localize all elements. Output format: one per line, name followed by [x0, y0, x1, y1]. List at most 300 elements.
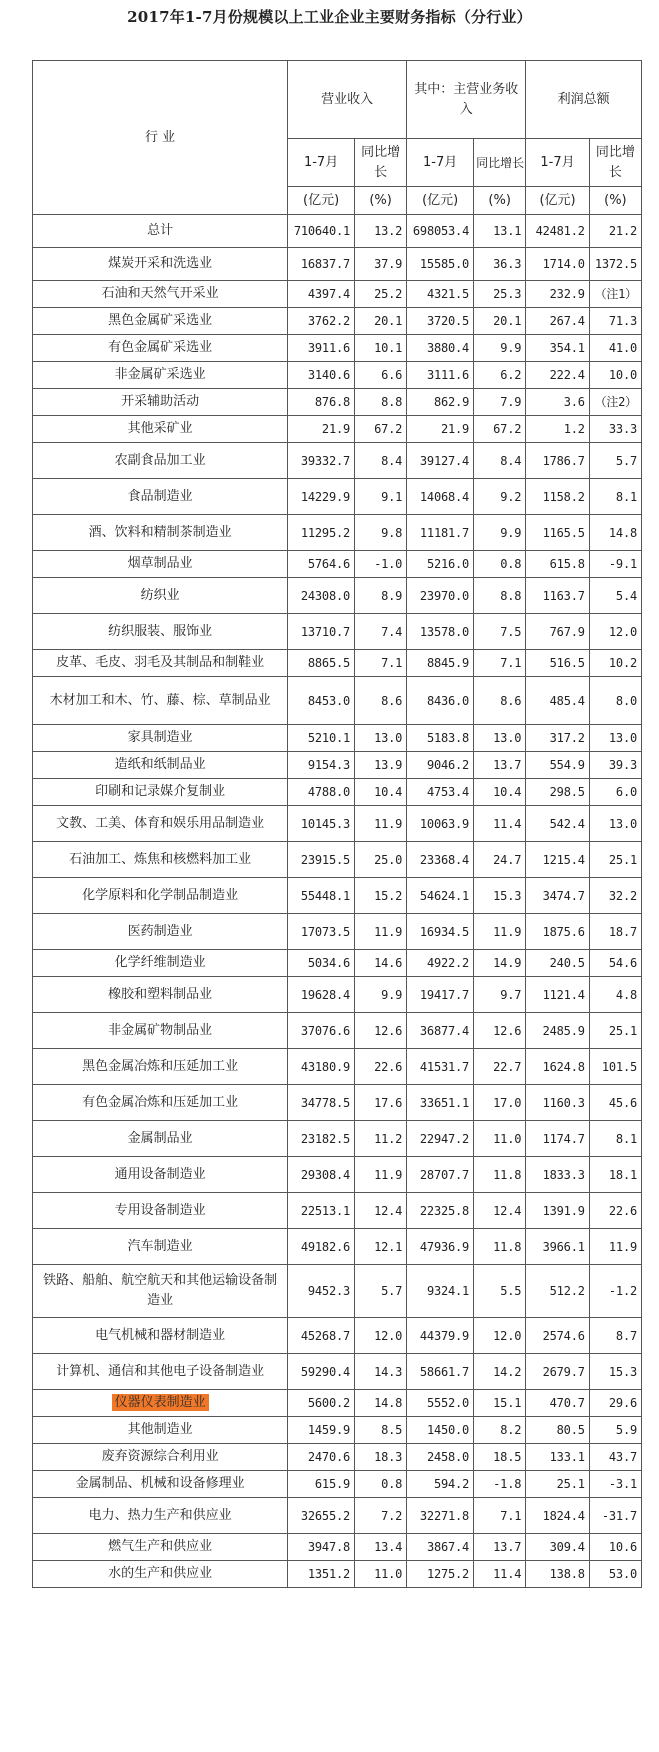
revenue-growth-cell: 13.2	[355, 215, 407, 248]
table-row	[33, 1265, 642, 1318]
table-row	[33, 416, 642, 443]
main-revenue-cell: 862.9	[407, 389, 474, 416]
industry-name-cell: 电气机械和器材制造业	[33, 1318, 288, 1354]
profit-cell: 1714.0	[526, 248, 590, 281]
revenue-growth-cell: 11.0	[355, 1561, 407, 1588]
main-revenue-cell: 4922.2	[407, 950, 474, 977]
table-row	[33, 614, 642, 650]
revenue-growth-cell: 12.6	[355, 1013, 407, 1049]
main-revenue-cell: 58661.7	[407, 1354, 474, 1390]
main-revenue-growth-cell: 24.7	[474, 842, 526, 878]
main-revenue-growth-cell: 6.2	[474, 362, 526, 389]
revenue-cell: 4397.4	[288, 281, 355, 308]
main-revenue-cell: 3880.4	[407, 335, 474, 362]
main-revenue-growth-cell: 7.1	[474, 1498, 526, 1534]
profit-growth-cell: 71.3	[589, 308, 641, 335]
revenue-growth-cell: 18.3	[355, 1444, 407, 1471]
revenue-cell: 24308.0	[288, 578, 355, 614]
profit-growth-cell: 13.0	[589, 725, 641, 752]
table-row	[33, 551, 642, 578]
profit-cell: 1786.7	[526, 443, 590, 479]
table-row	[33, 779, 642, 806]
revenue-cell: 23915.5	[288, 842, 355, 878]
industry-name-cell	[33, 1390, 288, 1417]
main-revenue-cell: 16934.5	[407, 914, 474, 950]
profit-cell: 554.9	[526, 752, 590, 779]
revenue-cell: 11295.2	[288, 515, 355, 551]
revenue-cell: 5210.1	[288, 725, 355, 752]
main-revenue-cell: 54624.1	[407, 878, 474, 914]
main-revenue-cell: 39127.4	[407, 443, 474, 479]
industry-name-cell: 总计	[33, 215, 288, 248]
revenue-growth-cell: 11.9	[355, 1157, 407, 1193]
profit-cell: 1215.4	[526, 842, 590, 878]
revenue-cell: 3140.6	[288, 362, 355, 389]
table-row	[33, 914, 642, 950]
table-row	[33, 443, 642, 479]
main-revenue-cell: 5552.0	[407, 1390, 474, 1417]
revenue-cell: 22513.1	[288, 1193, 355, 1229]
revenue-cell: 13710.7	[288, 614, 355, 650]
industry-name-cell: 专用设备制造业	[33, 1193, 288, 1229]
main-revenue-growth-cell: 9.9	[474, 515, 526, 551]
main-revenue-growth-cell: 14.2	[474, 1354, 526, 1390]
main-revenue-cell: 23368.4	[407, 842, 474, 878]
main-revenue-growth-cell: 9.2	[474, 479, 526, 515]
industry-name-cell: 印刷和记录媒介复制业	[33, 779, 288, 806]
profit-growth-cell: 5.7	[589, 443, 641, 479]
profit-growth-cell: 41.0	[589, 335, 641, 362]
revenue-growth-cell: 8.5	[355, 1417, 407, 1444]
main-revenue-growth-cell: 15.1	[474, 1390, 526, 1417]
revenue-growth-cell: 37.9	[355, 248, 407, 281]
industry-name-cell: 电力、热力生产和供应业	[33, 1498, 288, 1534]
industry-name-cell: 家具制造业	[33, 725, 288, 752]
revenue-growth-cell: 7.4	[355, 614, 407, 650]
industry-name-cell: 农副食品加工业	[33, 443, 288, 479]
industry-name-cell: 石油加工、炼焦和核燃料加工业	[33, 842, 288, 878]
table-row	[33, 515, 642, 551]
main-revenue-cell: 10063.9	[407, 806, 474, 842]
profit-growth-cell: 4.8	[589, 977, 641, 1013]
profit-cell: 3.6	[526, 389, 590, 416]
header-unit-amount: (亿元)	[407, 187, 474, 215]
main-revenue-growth-cell: 20.1	[474, 308, 526, 335]
revenue-growth-cell: 0.8	[355, 1471, 407, 1498]
table-row	[33, 335, 642, 362]
header-unit-pct: (%)	[474, 187, 526, 215]
table-row	[33, 308, 642, 335]
main-revenue-cell: 22947.2	[407, 1121, 474, 1157]
profit-cell: 1158.2	[526, 479, 590, 515]
profit-cell: 3966.1	[526, 1229, 590, 1265]
profit-cell: 3474.7	[526, 878, 590, 914]
profit-growth-cell: -3.1	[589, 1471, 641, 1498]
revenue-cell: 710640.1	[288, 215, 355, 248]
industry-name-cell: 纺织业	[33, 578, 288, 614]
table-row	[33, 1390, 642, 1417]
header-main-revenue: 其中：主营业务收入	[407, 61, 526, 139]
profit-cell: 1824.4	[526, 1498, 590, 1534]
main-revenue-growth-cell: 11.8	[474, 1229, 526, 1265]
table-row	[33, 1049, 642, 1085]
industry-name-cell: 有色金属冶炼和压延加工业	[33, 1085, 288, 1121]
revenue-growth-cell: 8.6	[355, 677, 407, 725]
profit-cell: 516.5	[526, 650, 590, 677]
industry-name-cell: 文教、工美、体育和娱乐用品制造业	[33, 806, 288, 842]
profit-growth-cell: 8.0	[589, 677, 641, 725]
table-row	[33, 1121, 642, 1157]
table-row	[33, 281, 642, 308]
main-revenue-growth-cell: 25.3	[474, 281, 526, 308]
profit-growth-cell: 8.1	[589, 479, 641, 515]
profit-growth-cell: 25.1	[589, 1013, 641, 1049]
main-revenue-cell: 698053.4	[407, 215, 474, 248]
table-row	[33, 1534, 642, 1561]
revenue-cell: 39332.7	[288, 443, 355, 479]
industry-name-cell: 燃气生产和供应业	[33, 1534, 288, 1561]
table-row	[33, 1498, 642, 1534]
profit-growth-cell: 18.7	[589, 914, 641, 950]
profit-growth-cell: 5.4	[589, 578, 641, 614]
industry-name-cell: 金属制品业	[33, 1121, 288, 1157]
industry-name-cell: 造纸和纸制品业	[33, 752, 288, 779]
table-row	[33, 842, 642, 878]
main-revenue-cell: 33651.1	[407, 1085, 474, 1121]
revenue-growth-cell: 8.8	[355, 389, 407, 416]
main-revenue-cell: 22325.8	[407, 1193, 474, 1229]
profit-cell: 2679.7	[526, 1354, 590, 1390]
main-revenue-growth-cell: 22.7	[474, 1049, 526, 1085]
profit-cell: 2574.6	[526, 1318, 590, 1354]
table-row	[33, 1193, 642, 1229]
table-row	[33, 1085, 642, 1121]
profit-growth-cell: 10.0	[589, 362, 641, 389]
revenue-growth-cell: 10.4	[355, 779, 407, 806]
profit-growth-cell: -1.2	[589, 1265, 641, 1318]
industry-name-cell: 酒、饮料和精制茶制造业	[33, 515, 288, 551]
profit-growth-cell: 53.0	[589, 1561, 641, 1588]
main-revenue-growth-cell: 12.4	[474, 1193, 526, 1229]
header-period: 1-7月	[407, 139, 474, 187]
main-revenue-cell: 4321.5	[407, 281, 474, 308]
revenue-growth-cell: 20.1	[355, 308, 407, 335]
main-revenue-cell: 9046.2	[407, 752, 474, 779]
profit-growth-cell: -31.7	[589, 1498, 641, 1534]
industry-name-cell: 化学原料和化学制品制造业	[33, 878, 288, 914]
main-revenue-cell: 44379.9	[407, 1318, 474, 1354]
table-row	[33, 878, 642, 914]
profit-growth-cell: 5.9	[589, 1417, 641, 1444]
main-revenue-cell: 9324.1	[407, 1265, 474, 1318]
profit-cell: 1165.5	[526, 515, 590, 551]
revenue-growth-cell: 13.4	[355, 1534, 407, 1561]
profit-growth-cell: 10.2	[589, 650, 641, 677]
table-row	[33, 1354, 642, 1390]
header-period: 1-7月	[288, 139, 355, 187]
header-unit-amount: (亿元)	[288, 187, 355, 215]
revenue-cell: 59290.4	[288, 1354, 355, 1390]
main-revenue-growth-cell: 13.1	[474, 215, 526, 248]
header-yoy: 同比增长	[474, 139, 526, 187]
profit-growth-cell: 33.3	[589, 416, 641, 443]
profit-cell: 1833.3	[526, 1157, 590, 1193]
main-revenue-cell: 47936.9	[407, 1229, 474, 1265]
industry-name-cell: 黑色金属冶炼和压延加工业	[33, 1049, 288, 1085]
profit-cell: 232.9	[526, 281, 590, 308]
revenue-growth-cell: 7.1	[355, 650, 407, 677]
main-revenue-cell: 36877.4	[407, 1013, 474, 1049]
profit-growth-cell: 25.1	[589, 842, 641, 878]
profit-cell: 354.1	[526, 335, 590, 362]
revenue-cell: 5034.6	[288, 950, 355, 977]
revenue-cell: 37076.6	[288, 1013, 355, 1049]
main-revenue-cell: 4753.4	[407, 779, 474, 806]
table-row	[33, 950, 642, 977]
main-revenue-growth-cell: 12.0	[474, 1318, 526, 1354]
profit-growth-cell: 11.9	[589, 1229, 641, 1265]
profit-cell: 133.1	[526, 1444, 590, 1471]
main-revenue-growth-cell: -1.8	[474, 1471, 526, 1498]
profit-growth-cell: 12.0	[589, 614, 641, 650]
industry-name-cell: 铁路、船舶、航空航天和其他运输设备制造业	[33, 1265, 288, 1318]
industry-name-cell: 橡胶和塑料制品业	[33, 977, 288, 1013]
main-revenue-growth-cell: 9.9	[474, 335, 526, 362]
revenue-growth-cell: 13.9	[355, 752, 407, 779]
table-row	[33, 752, 642, 779]
profit-growth-cell: 1372.5	[589, 248, 641, 281]
table-row	[33, 1013, 642, 1049]
profit-growth-cell: -9.1	[589, 551, 641, 578]
industry-name-cell: 纺织服装、服饰业	[33, 614, 288, 650]
revenue-cell: 4788.0	[288, 779, 355, 806]
profit-growth-cell: 54.6	[589, 950, 641, 977]
industry-name-cell: 皮革、毛皮、羽毛及其制品和制鞋业	[33, 650, 288, 677]
industry-name-cell: 其他制造业	[33, 1417, 288, 1444]
profit-cell: 2485.9	[526, 1013, 590, 1049]
profit-growth-cell: 22.6	[589, 1193, 641, 1229]
main-revenue-cell: 32271.8	[407, 1498, 474, 1534]
main-revenue-growth-cell: 7.1	[474, 650, 526, 677]
main-revenue-cell: 2458.0	[407, 1444, 474, 1471]
revenue-growth-cell: 9.8	[355, 515, 407, 551]
main-revenue-cell: 41531.7	[407, 1049, 474, 1085]
main-revenue-growth-cell: 13.7	[474, 752, 526, 779]
profit-growth-cell: 29.6	[589, 1390, 641, 1417]
main-revenue-growth-cell: 11.4	[474, 806, 526, 842]
revenue-growth-cell: 9.1	[355, 479, 407, 515]
main-revenue-growth-cell: 11.4	[474, 1561, 526, 1588]
profit-cell: 1174.7	[526, 1121, 590, 1157]
revenue-growth-cell: 14.8	[355, 1390, 407, 1417]
profit-cell: 1624.8	[526, 1049, 590, 1085]
main-revenue-cell: 23970.0	[407, 578, 474, 614]
revenue-growth-cell: 12.4	[355, 1193, 407, 1229]
main-revenue-cell: 5183.8	[407, 725, 474, 752]
profit-cell: 222.4	[526, 362, 590, 389]
main-revenue-growth-cell: 17.0	[474, 1085, 526, 1121]
revenue-growth-cell: 22.6	[355, 1049, 407, 1085]
table-row	[33, 1561, 642, 1588]
profit-cell: 298.5	[526, 779, 590, 806]
industry-name-cell: 汽车制造业	[33, 1229, 288, 1265]
revenue-cell: 14229.9	[288, 479, 355, 515]
profit-growth-cell: 6.0	[589, 779, 641, 806]
revenue-cell: 5764.6	[288, 551, 355, 578]
main-revenue-growth-cell: 0.8	[474, 551, 526, 578]
revenue-growth-cell: 13.0	[355, 725, 407, 752]
main-revenue-cell: 5216.0	[407, 551, 474, 578]
revenue-growth-cell: 14.6	[355, 950, 407, 977]
profit-cell: 138.8	[526, 1561, 590, 1588]
main-revenue-cell: 13578.0	[407, 614, 474, 650]
main-revenue-growth-cell: 10.4	[474, 779, 526, 806]
industry-name-cell: 烟草制品业	[33, 551, 288, 578]
table-row	[33, 389, 642, 416]
revenue-cell: 32655.2	[288, 1498, 355, 1534]
revenue-cell: 8453.0	[288, 677, 355, 725]
revenue-growth-cell: 15.2	[355, 878, 407, 914]
revenue-cell: 3911.6	[288, 335, 355, 362]
table-row	[33, 1471, 642, 1498]
main-revenue-cell: 1275.2	[407, 1561, 474, 1588]
main-revenue-growth-cell: 14.9	[474, 950, 526, 977]
revenue-cell: 10145.3	[288, 806, 355, 842]
main-revenue-cell: 1450.0	[407, 1417, 474, 1444]
header-yoy: 同比增长	[589, 139, 641, 187]
profit-cell: 1.2	[526, 416, 590, 443]
main-revenue-growth-cell: 7.9	[474, 389, 526, 416]
revenue-cell: 1459.9	[288, 1417, 355, 1444]
main-revenue-growth-cell: 11.8	[474, 1157, 526, 1193]
main-revenue-cell: 14068.4	[407, 479, 474, 515]
main-revenue-cell: 15585.0	[407, 248, 474, 281]
table-header	[33, 61, 642, 215]
revenue-growth-cell: 8.9	[355, 578, 407, 614]
main-revenue-growth-cell: 12.6	[474, 1013, 526, 1049]
industry-name-cell: 石油和天然气开采业	[33, 281, 288, 308]
revenue-growth-cell: 25.0	[355, 842, 407, 878]
table-row	[33, 578, 642, 614]
main-revenue-cell: 594.2	[407, 1471, 474, 1498]
revenue-cell: 1351.2	[288, 1561, 355, 1588]
revenue-cell: 615.9	[288, 1471, 355, 1498]
header-period: 1-7月	[526, 139, 590, 187]
revenue-cell: 49182.6	[288, 1229, 355, 1265]
table-row	[33, 1229, 642, 1265]
revenue-cell: 3762.2	[288, 308, 355, 335]
revenue-growth-cell: 17.6	[355, 1085, 407, 1121]
revenue-cell: 8865.5	[288, 650, 355, 677]
main-revenue-growth-cell: 8.4	[474, 443, 526, 479]
profit-growth-cell: 101.5	[589, 1049, 641, 1085]
main-revenue-growth-cell: 8.6	[474, 677, 526, 725]
main-revenue-cell: 3720.5	[407, 308, 474, 335]
main-revenue-growth-cell: 9.7	[474, 977, 526, 1013]
revenue-growth-cell: 12.0	[355, 1318, 407, 1354]
revenue-growth-cell: 11.2	[355, 1121, 407, 1157]
revenue-growth-cell: 11.9	[355, 914, 407, 950]
revenue-cell: 23182.5	[288, 1121, 355, 1157]
header-profit: 利润总额	[526, 61, 642, 139]
profit-cell: 512.2	[526, 1265, 590, 1318]
main-revenue-growth-cell: 11.0	[474, 1121, 526, 1157]
profit-cell: 767.9	[526, 614, 590, 650]
profit-growth-cell: 10.6	[589, 1534, 641, 1561]
profit-cell: 25.1	[526, 1471, 590, 1498]
revenue-growth-cell: 14.3	[355, 1354, 407, 1390]
profit-cell: 42481.2	[526, 215, 590, 248]
revenue-growth-cell: 11.9	[355, 806, 407, 842]
industry-name-cell: 开采辅助活动	[33, 389, 288, 416]
table-row	[33, 362, 642, 389]
industry-name-cell: 食品制造业	[33, 479, 288, 515]
main-revenue-growth-cell: 18.5	[474, 1444, 526, 1471]
main-revenue-growth-cell: 11.9	[474, 914, 526, 950]
table-row	[33, 650, 642, 677]
revenue-growth-cell: 25.2	[355, 281, 407, 308]
profit-cell: 80.5	[526, 1417, 590, 1444]
main-revenue-growth-cell: 7.5	[474, 614, 526, 650]
revenue-growth-cell: -1.0	[355, 551, 407, 578]
table-row	[33, 1444, 642, 1471]
industry-name-cell: 医药制造业	[33, 914, 288, 950]
profit-growth-cell: 43.7	[589, 1444, 641, 1471]
main-revenue-cell: 11181.7	[407, 515, 474, 551]
main-revenue-cell: 3111.6	[407, 362, 474, 389]
profit-growth-cell: （注2）	[589, 389, 641, 416]
main-revenue-growth-cell: 13.0	[474, 725, 526, 752]
profit-growth-cell: 45.6	[589, 1085, 641, 1121]
profit-growth-cell: 39.3	[589, 752, 641, 779]
revenue-cell: 17073.5	[288, 914, 355, 950]
revenue-growth-cell: 7.2	[355, 1498, 407, 1534]
profit-cell: 240.5	[526, 950, 590, 977]
industry-name-cell: 其他采矿业	[33, 416, 288, 443]
profit-cell: 470.7	[526, 1390, 590, 1417]
revenue-cell: 9154.3	[288, 752, 355, 779]
table-row	[33, 1318, 642, 1354]
revenue-cell: 5600.2	[288, 1390, 355, 1417]
profit-growth-cell: （注1）	[589, 281, 641, 308]
main-revenue-cell: 3867.4	[407, 1534, 474, 1561]
industry-name-cell: 金属制品、机械和设备修理业	[33, 1471, 288, 1498]
table-row	[33, 977, 642, 1013]
table-row	[33, 806, 642, 842]
table-row	[33, 725, 642, 752]
profit-cell: 1163.7	[526, 578, 590, 614]
revenue-cell: 3947.8	[288, 1534, 355, 1561]
profit-cell: 485.4	[526, 677, 590, 725]
profit-growth-cell: 13.0	[589, 806, 641, 842]
revenue-cell: 55448.1	[288, 878, 355, 914]
header-unit-amount: (亿元)	[526, 187, 590, 215]
revenue-growth-cell: 67.2	[355, 416, 407, 443]
table-row	[33, 215, 642, 248]
main-revenue-growth-cell: 8.2	[474, 1417, 526, 1444]
header-unit-pct: (%)	[355, 187, 407, 215]
profit-cell: 309.4	[526, 1534, 590, 1561]
profit-growth-cell: 8.7	[589, 1318, 641, 1354]
profit-growth-cell: 21.2	[589, 215, 641, 248]
industry-name-cell: 有色金属矿采选业	[33, 335, 288, 362]
header-yoy: 同比增长	[355, 139, 407, 187]
profit-cell: 542.4	[526, 806, 590, 842]
header-industry: 行 业	[33, 61, 288, 215]
industry-name-cell: 非金属矿采选业	[33, 362, 288, 389]
header-unit-pct: (%)	[589, 187, 641, 215]
main-revenue-cell: 8436.0	[407, 677, 474, 725]
